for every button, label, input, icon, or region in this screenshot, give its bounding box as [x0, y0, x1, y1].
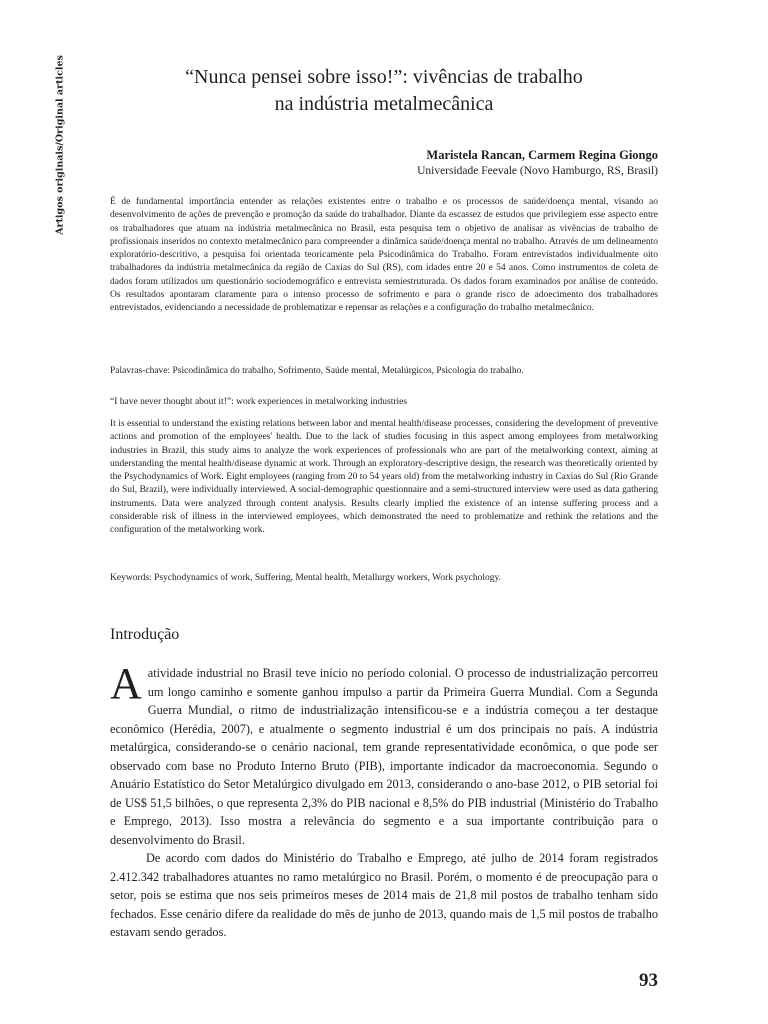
abstract-pt-text: É de fundamental importância entender as relações existentes entre o trabalho e os processos de saúde/doença mental, visando ao desenvolvimento de ações de prevenção e promoção da saúde do trabalhador. Diante da escassez de estudos que privilegiem esse aspecto entre os trabalhadores que atuam na indústria metalmecânica no Brasil, esta pesquisa tem o objetivo de analisar as vivências de trabalho de profissionais inseridos no contexto metalmecânico para compreender a dinâmica saúde/doença mental no trabalho. Através de um delineamento exploratório-descritivo, a pesquisa foi orientada teoricamente pela Psicodinâmica do Trabalho. Foram entrevistados individualmente oito trabalhadores da indústria metalmecânica da região de Caxias do Sul (RS), com idades entre 20 e 54 anos. Como instrumentos de coleta de dados foram utilizados um questionário sociodemográfico e entrevista semiestruturada. Os dados foram examinados por análise de conteúdo. Os resultados apontaram claramente para o intenso processo de sofrimento e para o grande risco de adoecimento dos trabalhadores entrevistados, evidenciando a necessidade de problematizar e repensar as relações e a configuração do trabalho metalmecânico.	[110, 197, 658, 314]
paragraph-1	[110, 659, 658, 849]
abstract-english	[110, 418, 658, 538]
article-title-line-1: “Nunca pensei sobre isso!”: vivências de trabalho	[185, 66, 583, 88]
authors: Maristela Rancan, Carmem Regina Giongo	[426, 148, 658, 162]
paragraph-2: De acordo com dados do Ministério do Trabalho e Emprego, até julho de 2014 foram registrados 2.412.342 trabalhadores atuantes no ramo metalúrgico no Brasil. Porém, o momento é de preocupação para o setor, pois se estima que nos seis primeiros meses de 2014 mais de 21,8 mil postos de trabalho tenham sido fechados. Esse cenário difere da realidade do mês de junho de 2013, quando mais de 1,5 mil postos de trabalho estavam sendo gerados.	[110, 851, 658, 939]
introduction-body	[110, 659, 658, 942]
article-title-line-2: na indústria metalmecânica	[274, 93, 494, 115]
keywords-portuguese: Palavras-chave: Psicodinâmica do trabalho, Sofrimento, Saúde mental, Metalúrgicos, Psicologia do trabalho.	[110, 366, 524, 376]
paragraph-1-text: atividade industrial no Brasil teve início no período colonial. O processo de industrialização percorreu um longo caminho e somente ganhou impulso a partir da Primeira Guerra Mundial. Com a Segunda Guerra Mundial, o ritmo de industrialização intensificou-se e a indústria começou a ter destaque econômico (Herédia, 2007), e atualmente o segmento industrial é um dos principais no país. A indústria metalúrgica, considerando-se o cenário nacional, tem grande representatividade econômica, o que pode ser observado com base no Produto Interno Bruto (PIB), importante indicador da macroeconomia. Segundo o Anuário Estatístico do Setor Metalúrgico divulgado em 2013, considerando o ano-base 2012, o PIB setorial foi de US$ 51,5 bilhões, o que representa 2,3% do PIB nacional e 8,5% do PIB industrial (Ministério do Trabalho e Emprego, 2013). Isso mostra a relevância do segmento e a sua importante contribuição para o desenvolvimento do Brasil.	[110, 666, 658, 847]
page-number: 93	[639, 970, 658, 991]
abstract-en-text: It is essential to understand the existing relations between labor and mental health/disease processes, considering the development of preventive actions and promotion of the employees' health. Due to the lack of studies focusing in this aspect among employees from metalworking industries in Brazil, this study aims to analyze the work experiences of professionals who are part of the metalworking context, aiming at understanding the mental health/disease dynamic at work. Through an exploratory-descriptive design, the research was theoretically oriented by the Psychodynamics of Work. Eight employees (ranging from 20 to 54 years old) from the metalworking industry in Caxias do Sul (Rio Grande do Sul, Brazil), were individually interviewed. A social-demographic questionnaire and a semi-structured interview were used as data gathering instruments. Data were analyzed through content analysis. Results clearly implied the existence of an intense suffering process and a considerable risk of illness in the interviewed employees, which demonstrated the need to problematize and rethink the relations and the configuration of the metalworking work.	[110, 419, 658, 536]
drop-cap: A	[110, 659, 142, 708]
abstract-portuguese	[110, 196, 658, 316]
keywords-english: Keywords: Psychodynamics of work, Suffering, Mental health, Metallurgy workers, Work psychology.	[110, 573, 501, 583]
affiliation: Universidade Feevale (Novo Hamburgo, RS, Brasil)	[417, 165, 658, 177]
english-title: “I have never thought about it!”: work experiences in metalworking industries	[110, 397, 408, 407]
article-title	[108, 64, 660, 118]
section-side-label: Artigos originais/Original articles	[54, 55, 66, 235]
section-heading-introducao: Introdução	[110, 626, 180, 643]
